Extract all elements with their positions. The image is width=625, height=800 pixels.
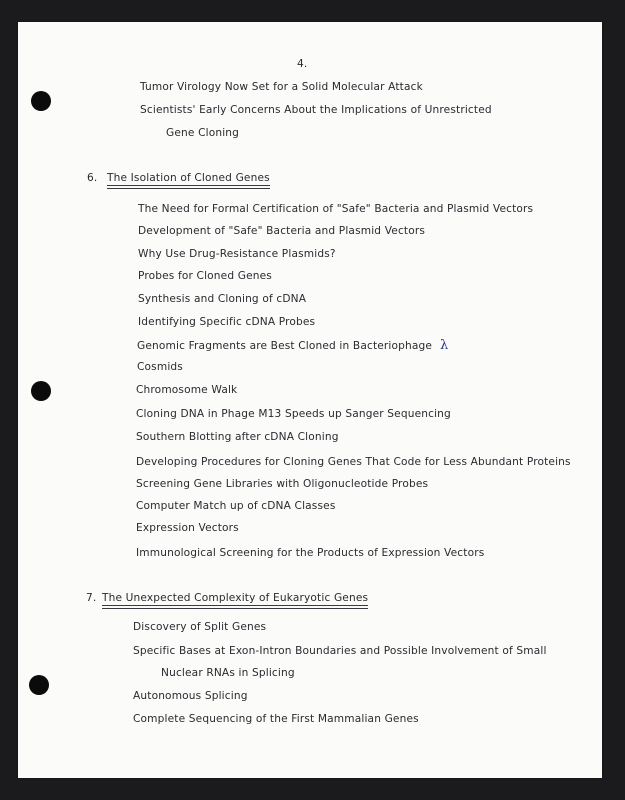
list-item: Developing Procedures for Cloning Genes That Code for Less Abundant Proteins	[136, 456, 571, 468]
list-item: Screening Gene Libraries with Oligonucleotide Probes	[136, 478, 429, 490]
section-6-title: The Isolation of Cloned Genes	[106, 172, 270, 184]
list-item: Probes for Cloned Genes	[138, 270, 272, 282]
binder-hole-bottom	[29, 675, 49, 695]
continued-item: Gene Cloning	[166, 127, 240, 139]
list-item: Why Use Drug-Resistance Plasmids?	[138, 248, 336, 260]
document-page	[18, 22, 602, 778]
section-7-title: The Unexpected Complexity of Eukaryotic Genes	[101, 592, 369, 604]
list-item: Identifying Specific cDNA Probes	[138, 316, 316, 328]
binder-hole-middle	[31, 381, 51, 401]
list-item: Immunological Screening for the Products of Expression Vectors	[136, 547, 485, 559]
list-item: Autonomous Splicing	[133, 690, 248, 702]
list-item: Development of "Safe" Bacteria and Plasmid Vectors	[138, 225, 426, 237]
section-6-number: 6.	[87, 172, 98, 184]
section-7-number: 7.	[86, 592, 97, 604]
list-item: Genomic Fragments are Best Cloned in Bacteriophage	[137, 340, 433, 352]
continued-item: Scientists' Early Concerns About the Implications of Unrestricted	[140, 104, 492, 116]
list-item: Synthesis and Cloning of cDNA	[138, 293, 307, 305]
page-number: 4.	[297, 58, 308, 70]
list-item: Nuclear RNAs in Splicing	[161, 667, 295, 679]
list-item: The Need for Formal Certification of "Safe" Bacteria and Plasmid Vectors	[138, 203, 534, 215]
list-item: Cloning DNA in Phage M13 Speeds up Sanger Sequencing	[136, 408, 451, 420]
list-item: Computer Match up of cDNA Classes	[136, 500, 336, 512]
list-item: Discovery of Split Genes	[133, 621, 267, 633]
continued-item: Tumor Virology Now Set for a Solid Molecular Attack	[140, 81, 423, 93]
list-item: Complete Sequencing of the First Mammalian Genes	[133, 713, 419, 725]
list-item: Specific Bases at Exon-Intron Boundaries and Possible Involvement of Small	[133, 645, 547, 657]
list-item: Southern Blotting after cDNA Cloning	[136, 431, 339, 443]
section-7-heading	[86, 592, 368, 606]
list-item: Expression Vectors	[136, 522, 239, 534]
list-item: Chromosome Walk	[136, 384, 238, 396]
section-6-heading	[87, 172, 270, 186]
list-item: Cosmids	[137, 361, 183, 373]
handwritten-lambda-annotation: λ	[440, 338, 449, 353]
binder-hole-top	[31, 91, 51, 111]
